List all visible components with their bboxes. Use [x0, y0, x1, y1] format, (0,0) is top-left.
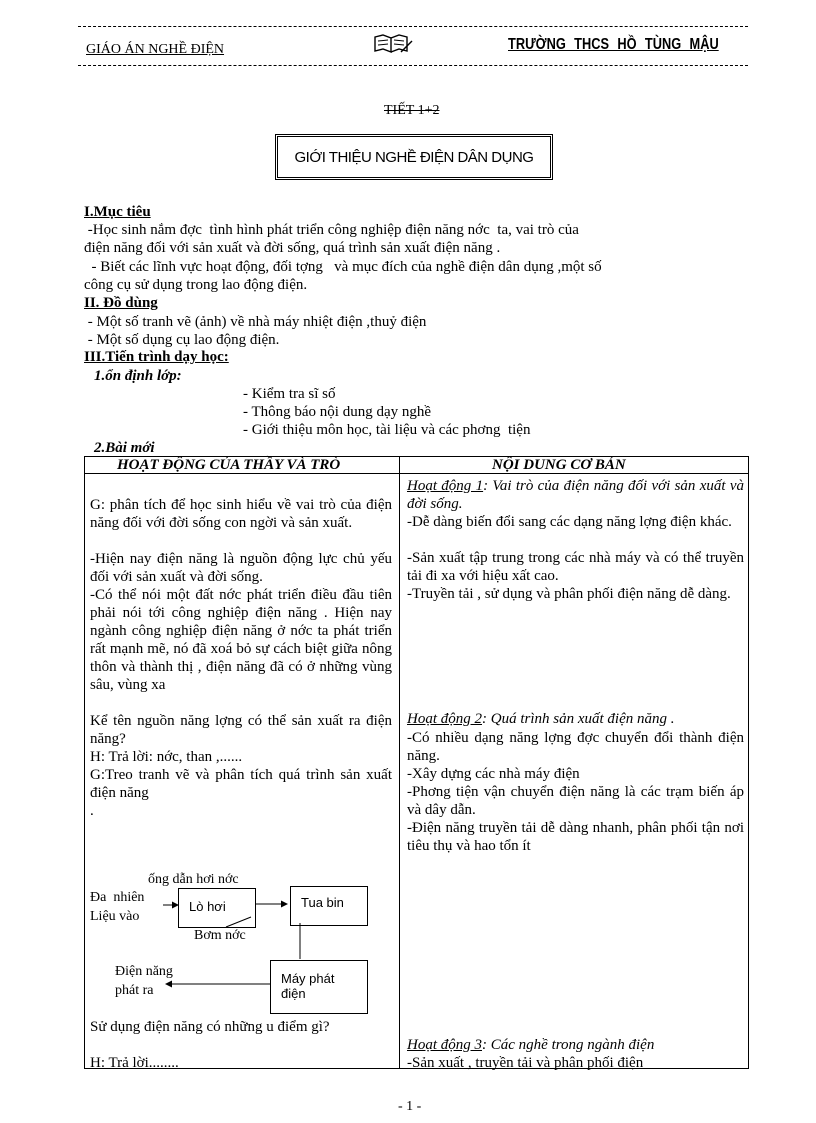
materials-line: - Một số tranh vẽ (ảnh) về nhà máy nhiệt điện ,thuỷ điện	[84, 314, 427, 330]
teacher-paragraph: G: phân tích để học sinh hiểu về vai trò của điện năng đối với đời sống con ngời và sản xuất.	[90, 497, 392, 531]
content-item: -Truyền tải , sử dụng và phân phối điện năng dễ dàng.	[407, 586, 731, 602]
content-item: -Phơng tiện vận chuyển điện năng là các trạm biến áp và dây dẫn.	[407, 784, 744, 818]
class-stabilize-heading: 1.ổn định lớp:	[94, 368, 182, 384]
activity-1	[407, 477, 744, 513]
answer: H: Trả lời: nớc, than ,......	[90, 749, 243, 765]
fuel-label: Liệu vào	[90, 909, 140, 924]
header-school: TRƯỜNG THCS HỒ TÙNG MẬU	[508, 36, 719, 53]
fuel-label: Đa nhiên	[90, 890, 145, 905]
turbine-label: Tua bin	[301, 895, 344, 910]
generator-label-2: điện	[281, 986, 306, 1001]
page-number: - 1 -	[398, 1099, 422, 1114]
section-materials-heading: II. Đồ dùng	[84, 295, 158, 311]
procedure-item: - Kiểm tra sĩ số	[243, 386, 336, 402]
header-subject: GIÁO ÁN NGHỀ ĐIỆN	[86, 42, 225, 57]
new-lesson-heading: 2.Bài mới	[94, 440, 155, 456]
section-procedure-heading: III.Tiến trình dạy học:	[84, 349, 229, 365]
answer: H: Trả lời........	[90, 1055, 179, 1071]
activity-title: Hoạt động 1	[407, 478, 484, 494]
content-item: -Sản xuất tập trung trong các nhà máy và có thể truyền tải đi xa với hiệu xất cao.	[407, 550, 744, 584]
activity-3	[407, 1036, 744, 1054]
procedure-item: - Giới thiệu môn học, tài liệu và các phơng tiện	[243, 422, 531, 438]
teacher-paragraph: -Có thể nói một đất nớc phát triển điều đầu tiên phải nói tới công nghiệp điện năng . Hiện nay ngành công nghiệp điện năng ở nớc ta phát triển rất mạnh mẽ, nó đã xoá bỏ sự cách biệt giữa nông thôn và thành thị , điện năng đã có ở những vùng sâu, vùng xa	[90, 587, 392, 693]
lesson-number: TIẾT 1+2	[384, 103, 440, 118]
objective-line: -Học sinh nắm đợc tình hình phát triển công nghiệp điện năng nớc ta, vai trò của	[84, 222, 579, 238]
teacher-paragraph: G:Treo tranh vẽ và phân tích quá trình sản xuất điện năng	[90, 767, 392, 801]
activity-desc: : Vai trò của điện năng đối với sản xuất và đời sống.	[407, 478, 745, 512]
content-item: -Điện năng truyền tải dễ dàng nhanh, phân phối tận nơi tiêu thụ và hao tổn ít	[407, 820, 744, 854]
pipe-label: ống dẫn hơi nớc	[148, 872, 239, 887]
col-teacher-student-header: HOẠT ĐỘNG CỦA THẦY VÀ TRÒ	[117, 457, 341, 473]
activity-title: Hoạt động 2	[407, 711, 482, 727]
generator-label-1: Máy phát	[281, 971, 335, 986]
activity-title: Hoạt động 3	[407, 1037, 482, 1053]
activity-2	[407, 710, 744, 728]
content-item: -Dễ dàng biến đổi sang các dạng năng lợng điện khác.	[407, 514, 732, 530]
materials-line: - Một số dụng cụ lao động điện.	[84, 332, 280, 348]
lesson-title: GIỚI THIỆU NGHỀ ĐIỆN DÂN DỤNG	[294, 148, 534, 166]
objective-line: - Biết các lĩnh vực hoạt động, đối tợng và mục đích của nghề điện dân dụng ,một số	[84, 259, 602, 275]
title-box	[275, 134, 553, 180]
output-label: Điện năng	[115, 964, 173, 979]
objective-line: điện năng đối với sản xuất và đời sống, quá trình sản xuất điện năng .	[84, 240, 501, 256]
generator-box	[270, 960, 368, 1014]
content-item: -Sản xuất , truyền tải và phân phối điện	[407, 1055, 644, 1071]
question: Kể tên nguồn năng lợng có thể sản xuất ra điện năng?	[90, 713, 392, 747]
output-label: phát ra	[115, 983, 154, 998]
content-item: -Xây dựng các nhà máy điện	[407, 766, 580, 782]
activity-desc: : Quá trình sản xuất điện năng .	[482, 711, 675, 727]
objective-line: công cụ sử dụng trong lao động điện.	[84, 277, 308, 293]
dot: .	[90, 803, 94, 819]
boiler-label: Lò hơi	[189, 899, 226, 914]
activity-desc: : Các nghề trong ngành điện	[482, 1037, 655, 1053]
boiler-box	[178, 888, 256, 928]
pump-label: Bơm nớc	[194, 928, 246, 943]
question: Sử dụng điện năng có những u điểm gì?	[90, 1019, 330, 1035]
teacher-paragraph: -Hiện nay điện năng là nguồn động lực chủ yếu đối với sản xuất và đời sống.	[90, 551, 392, 585]
turbine-box	[290, 886, 368, 926]
book-pen-icon	[373, 33, 413, 60]
content-item: -Có nhiều dạng năng lợng đợc chuyển đổi thành điện năng.	[407, 730, 744, 764]
section-objectives-heading: I.Mục tiêu	[84, 204, 151, 220]
procedure-item: - Thông báo nội dung dạy nghề	[243, 404, 432, 420]
col-content-header: NỘI DUNG CƠ BẢN	[492, 457, 626, 473]
